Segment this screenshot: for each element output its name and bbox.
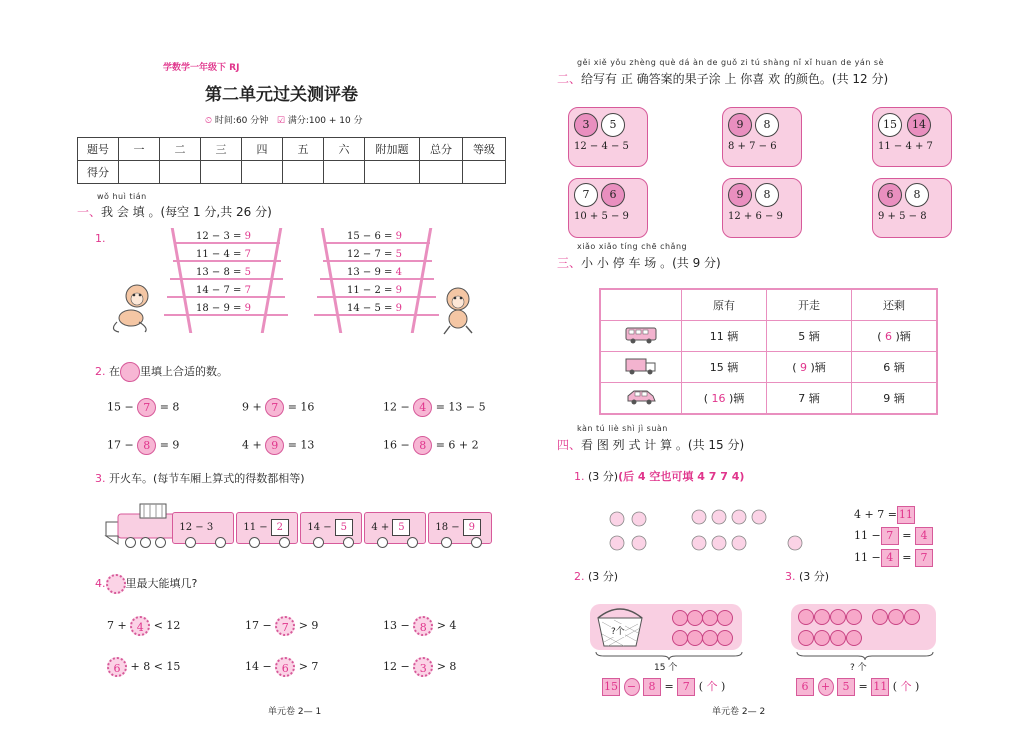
parking-cell: 5 辆 — [767, 321, 852, 352]
train-car: 12 − 3 — [172, 512, 234, 544]
score-header-cell: 二 — [160, 138, 201, 161]
ladder-left-eq: 13 − 8 = 5 — [196, 267, 251, 278]
score-table-header-row — [78, 138, 506, 161]
s4-title-text: 看 图 列 式 计 算 。(共 15 分) — [581, 438, 745, 452]
q1-number: 1. — [95, 232, 106, 245]
ladder-right-eq: 11 − 2 = 9 — [347, 285, 402, 296]
answer-box[interactable]: 6 — [796, 678, 814, 696]
ladder-right-eq: 14 − 5 = 9 — [347, 303, 402, 314]
monkey-right-illustration — [440, 286, 478, 336]
fruit-card[interactable] — [568, 107, 648, 167]
s1-number: 一、 — [77, 205, 102, 219]
s4-q1-eq: 11 − 7 = 4 — [854, 527, 933, 545]
ladder-answer[interactable]: 9 — [244, 231, 251, 242]
train-car: 14 − 5 — [300, 512, 362, 544]
s1-pinyin: wǒ huì tián — [97, 192, 147, 201]
ladder-right-eq: 13 − 9 = 4 — [347, 267, 402, 278]
ladder-right-eq: 12 − 7 = 5 — [347, 249, 402, 260]
score-header-cell: 三 — [201, 138, 242, 161]
operator-box[interactable]: + — [818, 678, 834, 696]
score-table-score-row — [78, 161, 506, 184]
answer-box[interactable]: 11 — [871, 678, 889, 696]
q4-heading — [95, 574, 197, 594]
fruit-equation: 10 + 5 − 9 — [574, 211, 629, 222]
score-table — [77, 137, 506, 184]
apple-answer[interactable]: 8 — [137, 436, 156, 455]
ladder-answer[interactable]: 5 — [395, 249, 402, 260]
flower-answer[interactable]: 6 — [107, 657, 127, 677]
q2-item: 4 + 9 = 13 — [242, 436, 314, 455]
s4-q3-number: 3. — [785, 570, 796, 583]
answer-box[interactable]: 15 — [602, 678, 620, 696]
parking-header-row — [600, 289, 937, 321]
q2-text-b: 里填上合适的数。 — [140, 365, 228, 378]
q4-item: 7 + 4 < 12 — [107, 616, 180, 636]
parking-cell: ( 9 )辆 — [767, 352, 852, 383]
parking-answer[interactable]: 16 — [711, 392, 726, 405]
parking-header: 还剩 — [852, 289, 938, 321]
ladder-answer[interactable]: 9 — [395, 303, 402, 314]
parking-cell: 15 辆 — [682, 352, 767, 383]
fruit-option[interactable]: 8 — [755, 183, 779, 207]
right-page — [512, 0, 1024, 752]
bus-icon — [600, 321, 682, 352]
answer-box[interactable]: 8 — [643, 678, 661, 696]
ladder-answer[interactable]: 7 — [244, 249, 251, 260]
s4-number: 四、 — [557, 438, 582, 452]
score-row-label: 得分 — [78, 161, 119, 184]
parking-header: 开走 — [767, 289, 852, 321]
parking-cell: 9 辆 — [852, 383, 938, 415]
fruit-card[interactable] — [568, 178, 648, 238]
ladder-answer[interactable]: 7 — [244, 285, 251, 296]
s4-q1-points: (3 分) — [588, 470, 619, 483]
score-cell[interactable] — [160, 161, 201, 184]
basket-label: ?个 — [611, 624, 625, 637]
s4-q2-heading — [574, 568, 618, 584]
apple-icon — [120, 362, 140, 382]
fruit-option[interactable]: 6 — [878, 183, 902, 207]
s3-pinyin: xiǎo xiǎo tíng chē chǎng — [577, 242, 688, 251]
parking-answer[interactable]: 6 — [885, 330, 892, 343]
s4-q1-heading — [574, 468, 744, 484]
fruit-option[interactable]: 14 — [907, 113, 931, 137]
q3-text: 开火车。(每节车厢上算式的得数都相等) — [109, 472, 305, 485]
s4-q1-number: 1. — [574, 470, 585, 483]
s4-q1-answer[interactable]: 11 — [897, 506, 915, 524]
s4-q1-answer[interactable]: 7 — [915, 549, 933, 567]
parking-cell: 7 辆 — [767, 383, 852, 415]
fruit-option[interactable]: 7 — [574, 183, 598, 207]
score-cell[interactable] — [119, 161, 160, 184]
parking-cell: 11 辆 — [682, 321, 767, 352]
q4-item: 12 − 3 > 8 — [383, 657, 456, 677]
s1-title-text: 我 会 填 。(每空 1 分,共 26 分) — [101, 205, 272, 219]
s4-q1-eq: 4 + 7 = 11 — [854, 506, 915, 524]
s4-pinyin: kàn tú liè shì jì suàn — [577, 424, 668, 433]
answer-box[interactable]: 7 — [677, 678, 695, 696]
s3-title-text: 小 小 停 车 场 。(共 9 分) — [581, 256, 721, 270]
s4-q1-answer[interactable]: 7 — [881, 527, 899, 545]
ladder-answer[interactable]: 9 — [395, 231, 402, 242]
bunnies-illustration — [607, 505, 817, 560]
s4-q3-answer: 6 + 5 = 11 ( 个 ) — [796, 678, 919, 696]
parking-answer[interactable]: 9 — [800, 361, 807, 374]
train-answer[interactable]: 5 — [392, 519, 410, 536]
s4-q2-points: (3 分) — [588, 570, 619, 583]
fruit-equation: 11 − 4 + 7 — [878, 141, 933, 152]
s4-q1-eq: 11 − 4 = 7 — [854, 549, 933, 567]
parking-row — [600, 321, 937, 352]
score-header-cell: 题号 — [78, 138, 119, 161]
ladder-left-eq: 18 − 9 = 9 — [196, 303, 251, 314]
fruit-card[interactable] — [722, 107, 802, 167]
ladder-right-eq: 15 − 6 = 9 — [347, 231, 402, 242]
fruit-card[interactable] — [872, 178, 952, 238]
s4-q1-note: (后 4 空也可填 4 7 7 4) — [618, 470, 745, 483]
left-footer: 单元卷 2— 1 — [268, 707, 322, 717]
q2-number: 2. — [95, 365, 106, 378]
flower-icon — [106, 574, 126, 594]
parking-table — [599, 288, 938, 415]
s4-q2-answer: 15 − 8 = 7 ( 个 ) — [602, 678, 725, 696]
q2-item: 12 − 4 = 13 − 5 — [383, 398, 486, 417]
s2-pinyin: gěi xiě yǒu zhèng què dá àn de guǒ zi tú shàng nǐ xǐ huan de yán sè — [577, 58, 885, 67]
s3-title — [557, 254, 721, 271]
score-cell[interactable] — [420, 161, 463, 184]
apple-answer[interactable]: 4 — [413, 398, 432, 417]
exam-time: 时间:60 分钟 — [214, 116, 269, 126]
parking-cell: ( 6 )辆 — [852, 321, 938, 352]
operator-box[interactable]: − — [624, 678, 640, 696]
q4-number: 4. — [95, 577, 106, 590]
flower-answer[interactable]: 7 — [275, 616, 295, 636]
q2-item: 9 + 7 = 16 — [242, 398, 314, 417]
s4-title — [557, 436, 744, 453]
exam-meta — [205, 113, 363, 126]
train-answer[interactable]: 2 — [271, 519, 289, 536]
q2-item: 16 − 8 = 6 + 2 — [383, 436, 479, 455]
apple-answer[interactable]: 7 — [265, 398, 284, 417]
score-header-cell: 四 — [242, 138, 283, 161]
fruit-option[interactable]: 15 — [878, 113, 902, 137]
parking-header: 原有 — [682, 289, 767, 321]
s4-q2-number: 2. — [574, 570, 585, 583]
ladder-left-eq: 11 − 4 = 7 — [196, 249, 251, 260]
score-cell[interactable] — [324, 161, 365, 184]
s4-q3-points: (3 分) — [799, 570, 830, 583]
train-car: 11 − 2 — [236, 512, 298, 544]
clock-icon: ⏲ — [205, 116, 213, 126]
score-header-cell: 一 — [119, 138, 160, 161]
exam-full-score: 满分:100 + 10 分 — [287, 116, 363, 126]
score-cell[interactable] — [242, 161, 283, 184]
q1-label — [95, 232, 106, 245]
s2-title-text: 给写有 正 确答案的果子涂 上 你喜 欢 的颜色。(共 12 分) — [581, 72, 889, 86]
train-car: 4 + 5 — [364, 512, 426, 544]
train-answer[interactable]: 5 — [335, 519, 353, 536]
score-header-cell: 五 — [283, 138, 324, 161]
right-footer: 单元卷 2— 2 — [712, 707, 766, 717]
ladder-left-eq: 14 − 7 = 7 — [196, 285, 251, 296]
q4-item: 13 − 8 > 4 — [383, 616, 456, 636]
fruit-option[interactable]: 3 — [574, 113, 598, 137]
q2-total: 15 个 — [654, 663, 678, 673]
apple-answer[interactable]: 7 — [137, 398, 156, 417]
s4-q3-heading — [785, 568, 829, 584]
page-title: 第二单元过关测评卷 — [205, 85, 358, 105]
fruit-card[interactable] — [872, 107, 952, 167]
fruit-equation: 12 − 4 − 5 — [574, 141, 629, 152]
s4-q1-answer[interactable]: 4 — [881, 549, 899, 567]
q4-item: 17 − 7 > 9 — [245, 616, 318, 636]
car-icon — [600, 383, 682, 415]
fruit-card[interactable] — [722, 178, 802, 238]
parking-cell: 6 辆 — [852, 352, 938, 383]
s2-title — [557, 70, 888, 87]
flower-answer[interactable]: 4 — [130, 616, 150, 636]
score-header-cell: 六 — [324, 138, 365, 161]
flower-answer[interactable]: 3 — [413, 657, 433, 677]
q3-heading — [95, 470, 305, 486]
parking-row — [600, 383, 937, 415]
q2-item: 15 − 7 = 8 — [107, 398, 179, 417]
fruit-option[interactable]: 6 — [601, 183, 625, 207]
s4-q1-answer[interactable]: 4 — [915, 527, 933, 545]
score-cell[interactable] — [283, 161, 324, 184]
answer-box[interactable]: 5 — [837, 678, 855, 696]
q4-item: 14 − 6 > 7 — [245, 657, 318, 677]
header-tag: 学数学一年级下 RJ — [163, 63, 240, 73]
score-header-cell: 总分 — [420, 138, 463, 161]
fruit-option[interactable]: 5 — [601, 113, 625, 137]
s2-number: 二、 — [557, 72, 582, 86]
check-icon: ☑ — [276, 116, 285, 126]
flower-answer[interactable]: 6 — [275, 657, 295, 677]
truck-icon — [600, 352, 682, 383]
parking-cell: ( 16 )辆 — [682, 383, 767, 415]
train-car: 18 − 9 — [428, 512, 492, 544]
score-header-cell: 等级 — [463, 138, 506, 161]
apple-answer[interactable]: 9 — [265, 436, 284, 455]
flower-answer[interactable]: 8 — [413, 616, 433, 636]
q2-heading — [95, 362, 228, 382]
q4-item: 6 + 8 < 15 — [107, 657, 180, 677]
score-header-cell: 附加题 — [365, 138, 420, 161]
ladder-answer[interactable]: 5 — [244, 267, 251, 278]
q2-text-a: 在 — [109, 365, 120, 378]
ladder-answer[interactable]: 4 — [395, 267, 402, 278]
fruit-option[interactable]: 8 — [905, 183, 929, 207]
fruit-equation: 12 + 6 − 9 — [728, 211, 783, 222]
parking-row — [600, 352, 937, 383]
score-cell[interactable] — [365, 161, 420, 184]
q3-number: 3. — [95, 472, 106, 485]
q3-total: ? 个 — [850, 663, 867, 673]
fruit-option[interactable]: 9 — [728, 113, 752, 137]
unit-answer[interactable]: 个 — [706, 680, 718, 693]
score-cell[interactable] — [201, 161, 242, 184]
s3-number: 三、 — [557, 256, 582, 270]
ladder-answer[interactable]: 9 — [395, 285, 402, 296]
fruit-equation: 9 + 5 − 8 — [878, 211, 927, 222]
q4-text: 里最大能填几? — [125, 577, 198, 590]
monkey-left-illustration — [105, 282, 155, 334]
fruit-equation: 8 + 7 − 6 — [728, 141, 777, 152]
s1-title — [77, 203, 272, 220]
ladder-answer[interactable]: 9 — [244, 303, 251, 314]
fruit-option[interactable]: 9 — [728, 183, 752, 207]
apple-answer[interactable]: 8 — [413, 436, 432, 455]
train-answer[interactable]: 9 — [463, 519, 481, 536]
unit-answer[interactable]: 个 — [900, 680, 912, 693]
q2-item: 17 − 8 = 9 — [107, 436, 179, 455]
score-cell[interactable] — [463, 161, 506, 184]
fruit-option[interactable]: 8 — [755, 113, 779, 137]
ladder-left-eq: 12 − 3 = 9 — [196, 231, 251, 242]
